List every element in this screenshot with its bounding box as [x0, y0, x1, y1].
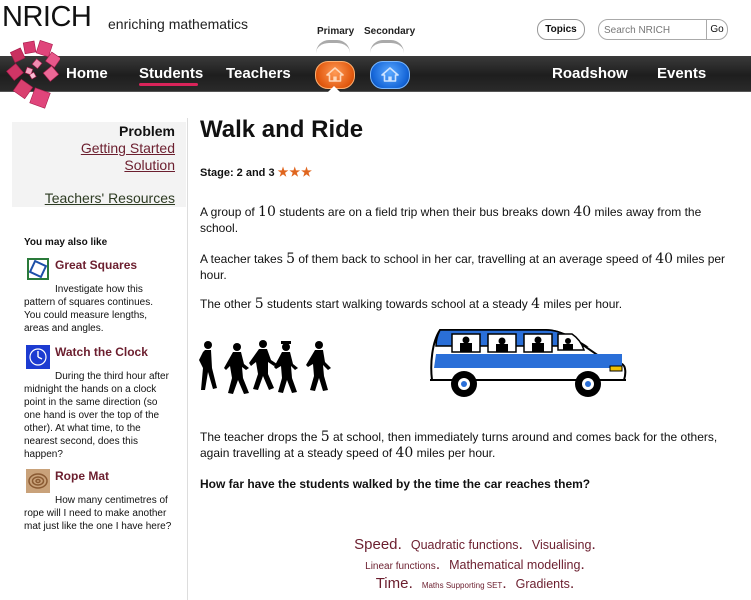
p1-number-students: 10	[258, 204, 276, 220]
primary-home-button[interactable]	[315, 61, 355, 89]
problem-paragraph-3	[200, 296, 730, 312]
tab-primary[interactable]: Primary	[317, 26, 355, 37]
tag-speed[interactable]: Speed	[354, 536, 398, 553]
nav-students-active-indicator	[139, 83, 198, 86]
nav-events[interactable]: Events	[657, 65, 707, 82]
car-image	[426, 324, 630, 404]
related-title-great-squares[interactable]: Great Squares	[55, 258, 138, 272]
related-title-rope-mat[interactable]: Rope Mat	[55, 469, 109, 483]
nav-teachers[interactable]: Teachers	[226, 65, 291, 82]
tag-separator: .	[397, 536, 402, 553]
stage-text: Stage: 2 and 3	[200, 167, 275, 179]
site-logo-text[interactable]: NRICH	[2, 1, 92, 33]
stage-label	[200, 165, 313, 179]
side-link-solution[interactable]: Solution	[124, 157, 175, 173]
p1-number-miles: 40	[573, 204, 592, 220]
house-icon	[381, 67, 399, 82]
tag-mathematical-modelling[interactable]: Mathematical modelling	[449, 558, 581, 572]
side-link-problem[interactable]: Problem	[118, 123, 175, 139]
nav-students[interactable]: Students	[139, 65, 204, 82]
p1-text-a: A group of	[200, 205, 259, 219]
p3-number-speed: 4	[531, 296, 541, 312]
active-section-pointer	[327, 86, 341, 93]
related-title-watch-the-clock[interactable]: Watch the Clock	[55, 345, 148, 359]
walking-students-image	[197, 338, 333, 398]
p3-text-a: The other	[200, 297, 255, 311]
tab-secondary-arc	[370, 40, 404, 53]
clock-icon[interactable]	[26, 345, 50, 369]
tag-gradients[interactable]: Gradients	[515, 577, 570, 591]
search-go-button[interactable]: Go	[706, 20, 727, 39]
tag-visualising[interactable]: Visualising	[531, 538, 592, 552]
related-desc-watch-the-clock: During the third hour after midnight the hands on a clock point in the same direction (so one hand is over the top of the other). At what time, to the nearest second, does this happen?	[24, 371, 169, 460]
rope-mat-icon[interactable]	[26, 469, 50, 493]
secondary-home-button[interactable]	[370, 61, 410, 89]
tag-separator: .	[408, 575, 413, 592]
tab-primary-arc	[316, 40, 350, 53]
related-desc-great-squares: Investigate how this pattern of squares continues. You could measure lengths, areas and angles.	[24, 284, 153, 334]
problem-paragraph-1	[200, 204, 730, 236]
sidebar-divider	[187, 118, 188, 600]
nav-home[interactable]: Home	[66, 65, 108, 82]
p2-text-b: of them back to school in her car, travelling at an average speed of	[294, 252, 656, 266]
p2-text-a: A teacher takes	[200, 252, 287, 266]
site-tagline: enriching mathematics	[108, 16, 249, 32]
problem-nav-panel	[12, 122, 186, 207]
you-may-also-like-heading: You may also like	[24, 237, 108, 248]
problem-paragraph-2	[200, 251, 730, 283]
related-desc-rope-mat: How many centimetres of rope will I need to make another mat just like the one I have here?	[24, 495, 172, 532]
nav-roadshow[interactable]: Roadshow	[552, 65, 628, 82]
p2-text-c: miles per hour.	[200, 252, 726, 282]
side-link-teachers-resources[interactable]: Teachers' Resources	[44, 190, 175, 206]
tag-separator: .	[435, 556, 441, 573]
tag-separator: .	[518, 536, 523, 553]
tag-maths-supporting-set[interactable]: Maths Supporting SET	[421, 581, 503, 590]
p4-text-a: The teacher drops the	[200, 430, 321, 444]
p4-text-c: miles per hour.	[413, 446, 496, 460]
p3-text-b: students start walking towards school at a steady	[263, 297, 532, 311]
tag-linear-functions[interactable]: Linear functions	[365, 561, 436, 572]
search-input[interactable]	[602, 21, 706, 39]
p1-text-c: miles away from the school.	[200, 205, 702, 235]
tag-separator: .	[569, 575, 575, 592]
difficulty-stars-icon: ★★★	[277, 165, 313, 179]
p2-number-speed: 40	[655, 251, 674, 267]
problem-paragraph-4	[200, 429, 730, 461]
p3-text-c: miles per hour.	[540, 297, 623, 311]
tag-separator: .	[502, 575, 507, 592]
tag-separator: .	[591, 536, 596, 553]
side-link-getting-started[interactable]: Getting Started	[80, 140, 175, 156]
nrich-logo-icon[interactable]	[4, 40, 60, 112]
topics-button[interactable]: Topics	[537, 19, 585, 40]
tag-time[interactable]: Time	[375, 575, 409, 592]
p2-number-students: 5	[286, 251, 295, 267]
p3-number-students: 5	[254, 296, 264, 312]
great-squares-icon[interactable]	[26, 257, 50, 281]
p4-text-b: at school, then immediately turns around and comes back for the others, again travelling at a steady speed of	[200, 430, 718, 460]
tag-quadratic-functions[interactable]: Quadratic functions	[410, 538, 519, 552]
page-title: Walk and Ride	[200, 116, 364, 143]
tab-secondary[interactable]: Secondary	[364, 26, 416, 37]
p4-number-speed: 40	[395, 445, 414, 461]
p4-number-students: 5	[320, 429, 330, 445]
search-box	[598, 19, 728, 40]
tag-separator: .	[580, 556, 585, 573]
problem-question: How far have the students walked by the time the car reaches them?	[200, 477, 591, 491]
p1-text-b: students are on a field trip when their bus breaks down	[275, 205, 574, 219]
house-icon	[326, 67, 344, 82]
